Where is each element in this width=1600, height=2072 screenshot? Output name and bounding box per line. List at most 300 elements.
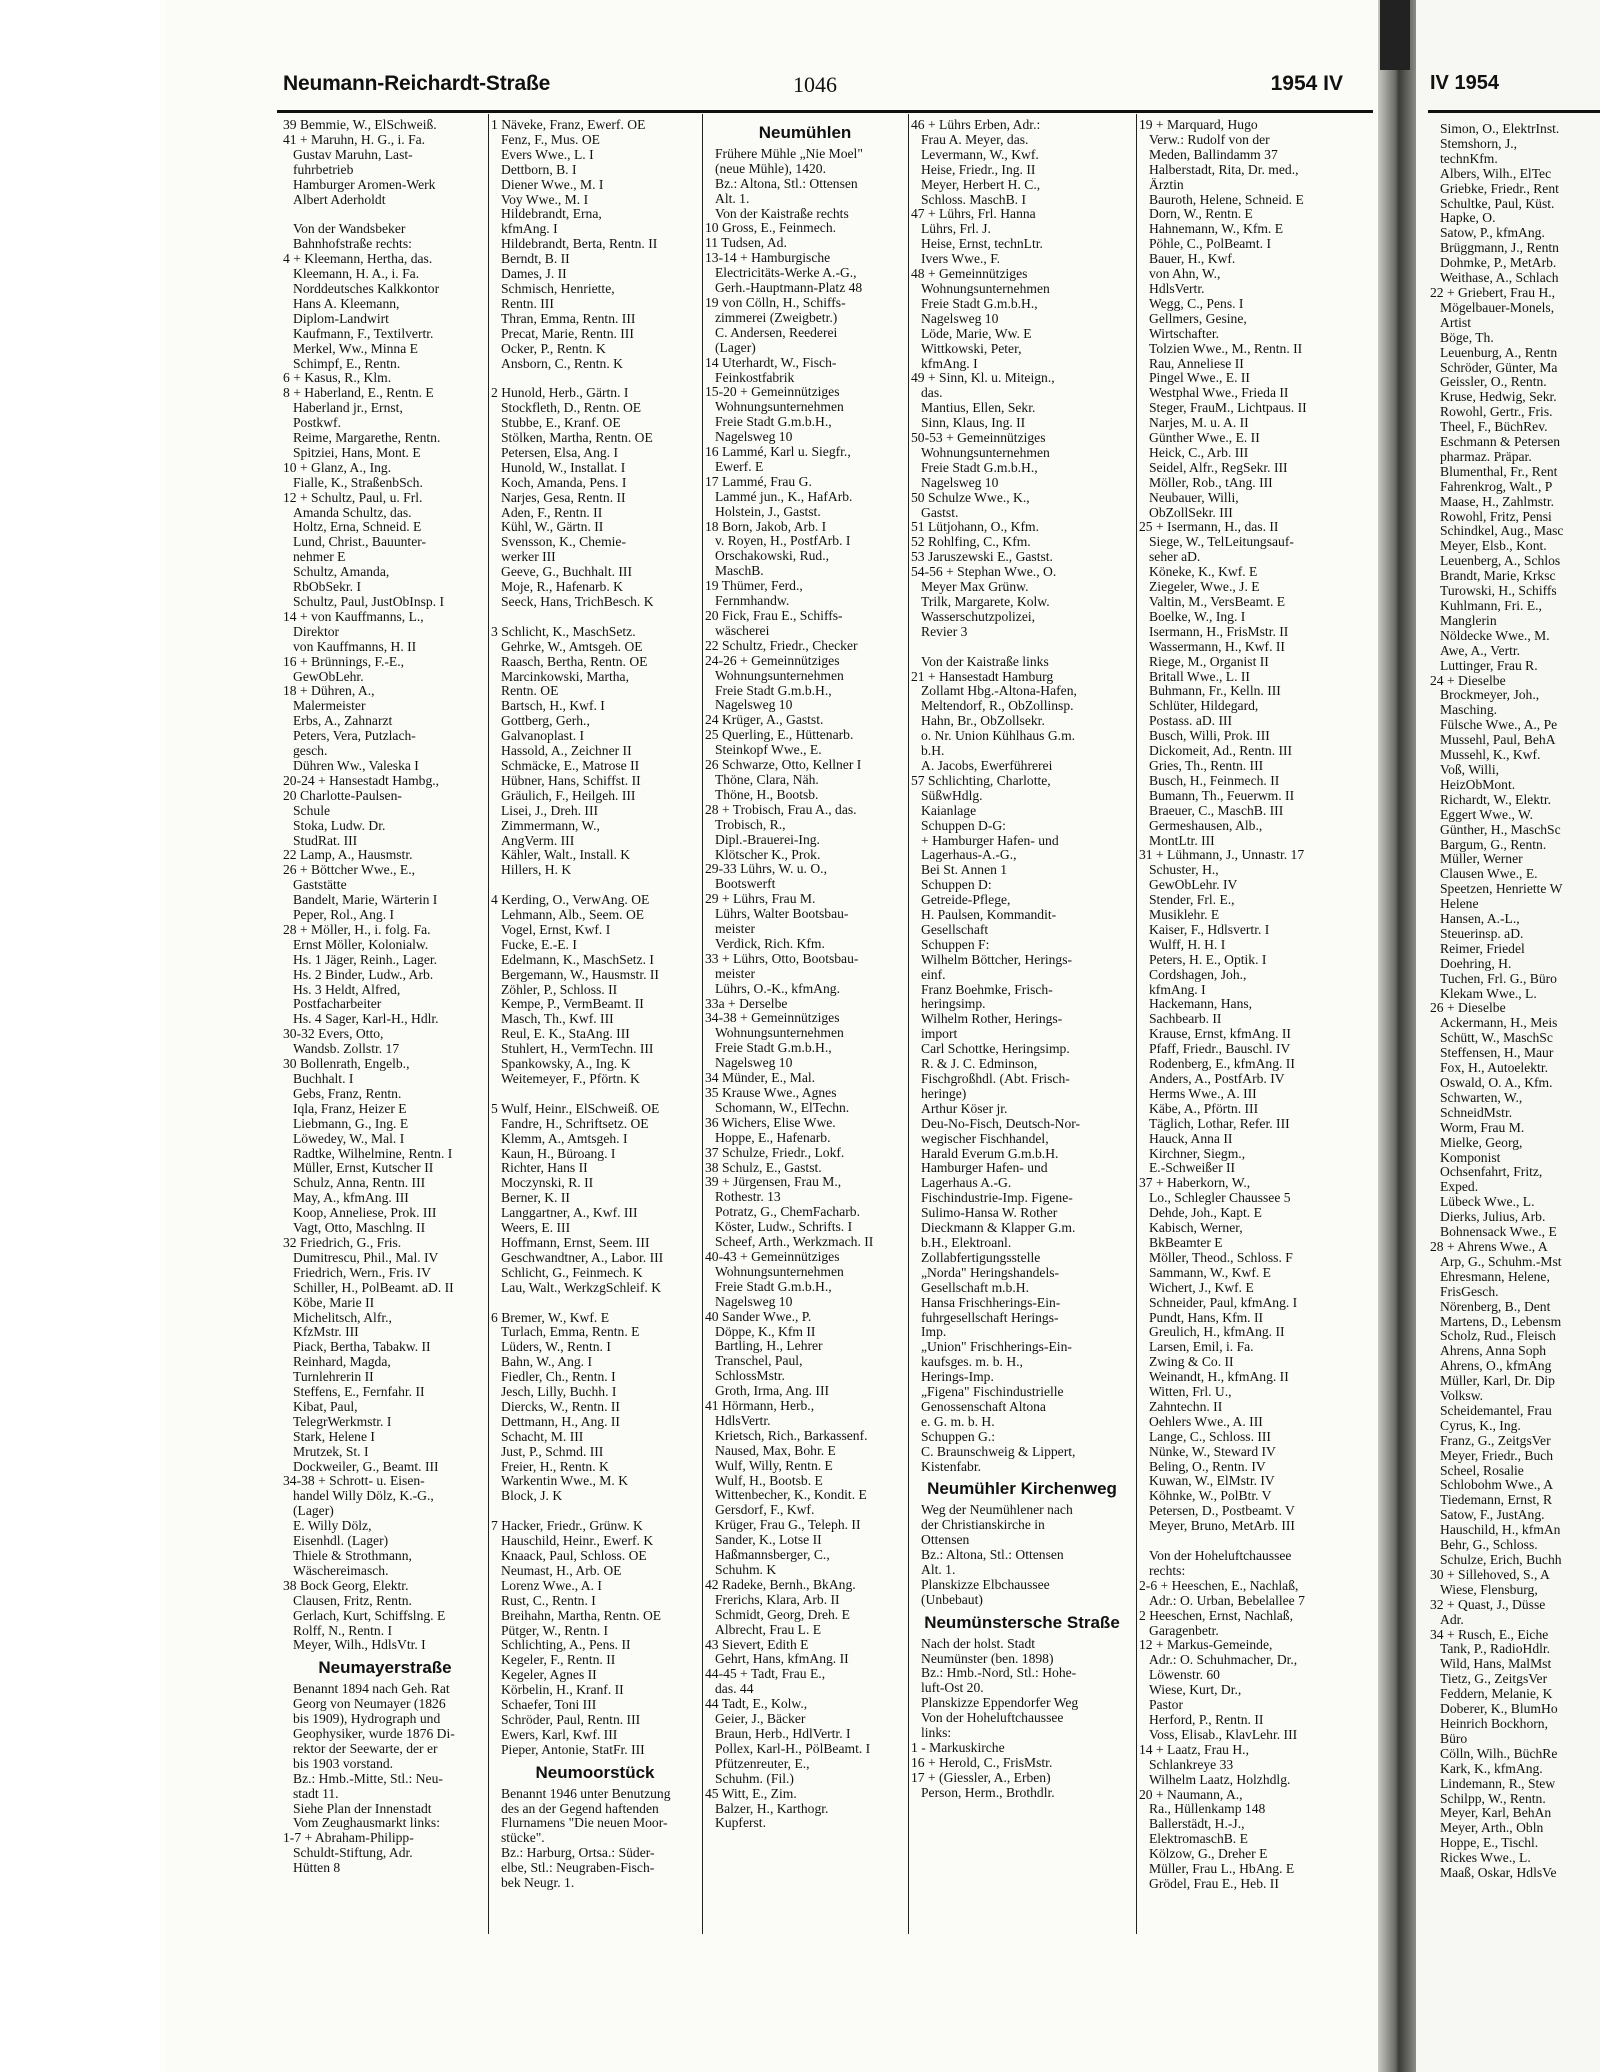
directory-entry: luft-Ost 20. bbox=[921, 1681, 984, 1696]
directory-entry: Reul, E. K., StaAng. III bbox=[501, 1027, 630, 1042]
directory-entry: Dettmann, H., Ang. II bbox=[501, 1414, 620, 1429]
directory-entry: Wichert, J., Kwf. E bbox=[1149, 1280, 1254, 1295]
directory-entry: meister bbox=[715, 966, 756, 981]
directory-entry: 34 Münder, E., Mal. bbox=[705, 1071, 816, 1086]
directory-entry: Brüggmann, J., Rentn bbox=[1440, 241, 1559, 256]
directory-entry: Simon, O., ElektrInst. bbox=[1440, 122, 1560, 136]
directory-entry: Weitemeyer, F., Pförtn. K bbox=[501, 1072, 640, 1086]
directory-entry: Lisei, J., Dreh. III bbox=[501, 803, 599, 818]
directory-entry: Peters, H. E., Optik. I bbox=[1149, 952, 1267, 967]
directory-entry: Valtin, M., VersBeamt. E bbox=[1149, 595, 1286, 609]
directory-entry: Schwarten, W., bbox=[1440, 1090, 1523, 1105]
directory-entry: Tolzien Wwe., M., Rentn. II bbox=[1149, 341, 1303, 356]
directory-entry: Wasserschutzpolizei, bbox=[921, 609, 1036, 624]
directory-entry: Carl Schottke, Heringsimp. bbox=[921, 1042, 1070, 1057]
directory-entry: Getreide-Pflege, bbox=[921, 893, 1011, 908]
directory-entry: Radtke, Wilhelmine, Rentn. I bbox=[293, 1146, 453, 1161]
directory-entry: Benannt 1946 unter Benutzung bbox=[501, 1786, 671, 1801]
directory-entry: Meltendorf, R., ObZollinsp. bbox=[921, 699, 1074, 714]
directory-entry: BkBeamter E bbox=[1149, 1235, 1223, 1250]
directory-entry: Electricitäts-Werke A.-G., bbox=[715, 266, 857, 281]
directory-entry: 34-38 + Gemeinnütziges bbox=[705, 1011, 840, 1026]
directory-entry: Neumast, H., Arb. OE bbox=[501, 1563, 622, 1578]
directory-entry: Nünke, W., Steward IV bbox=[1149, 1444, 1276, 1459]
directory-entry: Georg von Neumayer (1826 bbox=[293, 1697, 446, 1712]
directory-entry: Ewers, Karl, Kwf. III bbox=[501, 1727, 618, 1742]
directory-entry: Stemshorn, J., bbox=[1440, 136, 1518, 151]
directory-entry: Naused, Max, Bohr. E bbox=[715, 1443, 836, 1458]
directory-entry: Hackemann, Hans, bbox=[1149, 997, 1253, 1012]
directory-entry: 22 Lamp, A., Hausmstr. bbox=[283, 848, 413, 863]
directory-entry: Langgartner, A., Kwf. III bbox=[501, 1206, 638, 1221]
directory-entry: 28 + Trobisch, Frau A., das. bbox=[705, 802, 857, 817]
directory-entry: Kaianlage bbox=[921, 803, 977, 818]
directory-entry: Peper, Rol., Ang. I bbox=[293, 908, 395, 923]
column-3 bbox=[705, 118, 905, 1831]
directory-entry: Ra., Hüllenkamp 148 bbox=[1149, 1802, 1266, 1817]
directory-entry: Bz.: Altona, Stl.: Ottensen bbox=[921, 1548, 1064, 1563]
directory-entry: Halberstadt, Rita, Dr. med., bbox=[1149, 162, 1299, 177]
directory-entry: Fülsche Wwe., A., Pe bbox=[1440, 718, 1558, 733]
directory-entry: Feinkostfabrik bbox=[715, 370, 795, 385]
directory-entry: der Christianskirche in bbox=[921, 1518, 1045, 1533]
directory-entry: Dickomeit, Ad., Rentn. III bbox=[1149, 744, 1293, 759]
directory-entry: Haßmannsberger, C., bbox=[715, 1548, 830, 1563]
directory-entry: Ochsenfahrt, Fritz, bbox=[1440, 1165, 1543, 1180]
directory-entry: May, A., kfmAng. III bbox=[293, 1191, 409, 1206]
directory-entry: Thöne, Clara, Näh. bbox=[715, 772, 819, 787]
directory-entry: Imp. bbox=[921, 1325, 947, 1340]
directory-entry: Fischgroßhdl. (Abt. Frisch- bbox=[921, 1072, 1070, 1086]
directory-entry: Schomann, W., ElTechn. bbox=[715, 1100, 850, 1115]
directory-entry: Witten, Frl. U., bbox=[1149, 1385, 1232, 1400]
directory-entry: Ziegeler, Wwe., J. E bbox=[1149, 580, 1260, 595]
directory-entry: Steger, FrauM., Lichtpaus. II bbox=[1149, 401, 1307, 416]
directory-entry: Koop, Anneliese, Prok. III bbox=[293, 1206, 437, 1221]
directory-entry: Martens, D., Lebensm bbox=[1440, 1314, 1562, 1329]
directory-entry: Edelmann, K., MaschSetz. I bbox=[501, 952, 654, 967]
directory-entry: Nach der holst. Stadt bbox=[921, 1636, 1036, 1651]
directory-entry: Just, P., Schmd. III bbox=[501, 1444, 604, 1459]
directory-entry: Pfaff, Friedr., Bauschl. IV bbox=[1149, 1042, 1291, 1057]
directory-entry: E. Willy Dölz, bbox=[293, 1519, 372, 1534]
directory-entry: Sammann, W., Kwf. E bbox=[1149, 1265, 1271, 1280]
directory-entry: Deu-No-Fisch, Deutsch-Nor- bbox=[921, 1116, 1081, 1131]
directory-entry: Trilk, Margarete, Kolw. bbox=[921, 595, 1050, 609]
directory-entry: Frühere Mühle „Nie Moel" bbox=[715, 146, 863, 161]
directory-entry: Hildebrandt, Berta, Rentn. II bbox=[501, 237, 658, 252]
directory-entry: GewObLehr. IV bbox=[1149, 878, 1238, 893]
directory-entry: Norddeutsches Kalkkontor bbox=[293, 281, 440, 296]
directory-entry: Täglich, Lothar, Refer. III bbox=[1149, 1116, 1290, 1131]
directory-entry: Wiese, Flensburg, bbox=[1440, 1582, 1538, 1597]
directory-entry: Bootswerft bbox=[715, 877, 776, 892]
directory-entry: Meyer, Herbert H. C., bbox=[921, 177, 1041, 192]
directory-entry: Buhmann, Fr., Kelln. III bbox=[1149, 684, 1281, 699]
directory-entry: heringe) bbox=[921, 1086, 967, 1101]
directory-entry: Schuhm. (Fil.) bbox=[715, 1771, 794, 1786]
directory-entry: 28 + Ahrens Wwe., A bbox=[1430, 1239, 1548, 1254]
book-gutter bbox=[1378, 0, 1416, 2072]
directory-entry: Mussehl, Paul, BehA bbox=[1440, 733, 1556, 748]
directory-entry: 51 Lütjohann, O., Kfm. bbox=[911, 520, 1039, 535]
directory-entry: Germeshausen, Alb., bbox=[1149, 818, 1263, 833]
directory-entry: Malermeister bbox=[293, 699, 366, 714]
directory-entry: Gehrt, Hans, kfmAng. II bbox=[715, 1652, 849, 1667]
directory-entry: stücke". bbox=[501, 1831, 545, 1846]
directory-entry: Pollex, Karl-H., PölBeamt. I bbox=[715, 1741, 871, 1756]
directory-entry: Hahn, Br., ObZollsekr. bbox=[921, 714, 1045, 729]
directory-entry: Masching. bbox=[1440, 703, 1498, 718]
directory-entry: 49 + Sinn, Kl. u. Miteign., bbox=[911, 371, 1055, 386]
column-divider bbox=[488, 114, 489, 1934]
directory-entry: Brandt, Marie, Krksc bbox=[1440, 569, 1556, 584]
directory-entry: Revier 3 bbox=[921, 624, 968, 639]
directory-entry: Voss, Elisab., KlavLehr. III bbox=[1149, 1727, 1298, 1742]
directory-entry: Cordshagen, Joh., bbox=[1149, 967, 1247, 982]
directory-entry: Seeck, Hans, TrichBesch. K bbox=[501, 595, 654, 609]
directory-entry: 26 + Böttcher Wwe., E., bbox=[283, 863, 415, 878]
directory-entry: Berner, K. II bbox=[501, 1191, 570, 1206]
directory-entry: C. Braunschweig & Lippert, bbox=[921, 1444, 1076, 1459]
directory-entry: von Kauffmanns, H. II bbox=[293, 639, 417, 654]
column-1 bbox=[283, 118, 487, 1876]
street-section-heading: Neumünstersche Straße bbox=[924, 1612, 1120, 1632]
directory-entry: Manglerin bbox=[1440, 613, 1497, 628]
directory-entry: Breihahn, Martha, Rentn. OE bbox=[501, 1608, 662, 1623]
directory-entry: Albrecht, Frau L. E bbox=[715, 1622, 822, 1637]
directory-entry: Fahrenkrog, Walt., P bbox=[1440, 479, 1553, 494]
directory-entry: bis 1903 vorstand. bbox=[293, 1756, 394, 1771]
directory-entry: Liebmann, G., Ing. E bbox=[293, 1116, 409, 1131]
directory-entry: HdlsVertr. bbox=[1149, 281, 1205, 296]
directory-entry: Steffensen, H., Maur bbox=[1440, 1046, 1554, 1061]
directory-entry: Schindkel, Aug., Masc bbox=[1440, 524, 1564, 539]
directory-entry: E.-Schweißer II bbox=[1149, 1161, 1236, 1176]
directory-entry: Worm, Frau M. bbox=[1440, 1120, 1525, 1135]
directory-entry: Tank, P., RadioHdlr. bbox=[1440, 1642, 1551, 1657]
directory-entry: Stoka, Ludw. Dr. bbox=[293, 818, 386, 833]
directory-entry: Precat, Marie, Rentn. III bbox=[501, 326, 634, 341]
directory-entry: Hoppe, E., Tischl. bbox=[1440, 1836, 1539, 1851]
directory-entry: bek Neugr. 1. bbox=[501, 1876, 575, 1891]
directory-entry: Kölzow, G., Dreher E bbox=[1149, 1847, 1268, 1862]
directory-entry: Lagerhaus-A.-G., bbox=[921, 848, 1017, 863]
directory-entry: Turnlehrerin II bbox=[293, 1370, 374, 1385]
directory-entry: Nöldecke Wwe., M. bbox=[1440, 628, 1550, 643]
directory-entry: Meyer, Bruno, MetArb. III bbox=[1149, 1519, 1295, 1534]
directory-entry: Gellmers, Gesine, bbox=[1149, 311, 1247, 326]
directory-entry: Mielke, Georg, bbox=[1440, 1135, 1523, 1150]
directory-entry: 35 Krause Wwe., Agnes bbox=[705, 1086, 837, 1100]
directory-entry: „Figena" Fischindustrielle bbox=[921, 1385, 1064, 1400]
column-divider bbox=[702, 114, 703, 1934]
directory-entry: Rothestr. 13 bbox=[715, 1190, 781, 1205]
directory-entry: 41 + Maruhn, H. G., i. Fa. bbox=[283, 132, 426, 147]
directory-entry: Masch, Th., Kwf. III bbox=[501, 1012, 614, 1027]
directory-entry: Braun, Herb., HdlVertr. I bbox=[715, 1726, 851, 1741]
directory-entry: Flurnamens "Die neuen Moor- bbox=[501, 1816, 668, 1831]
directory-entry: Greulich, H., kfmAng. II bbox=[1149, 1325, 1285, 1340]
directory-entry: Narjes, Gesa, Rentn. II bbox=[501, 490, 626, 505]
directory-entry: Nagelsweg 10 bbox=[715, 1294, 793, 1309]
directory-entry: Kibat, Paul, bbox=[293, 1399, 358, 1414]
directory-entry: Kegeler, F., Rentn. II bbox=[501, 1653, 616, 1668]
directory-entry: Tuchen, Frl. G., Büro bbox=[1440, 971, 1557, 986]
directory-entry: Bartsch, H., Kwf. I bbox=[501, 699, 605, 714]
directory-entry: Rodenberg, E., kfmAng. II bbox=[1149, 1057, 1295, 1072]
directory-entry: Freie Stadt G.m.b.H., bbox=[921, 460, 1038, 475]
directory-entry: Schiller, H., PolBeamt. aD. II bbox=[293, 1280, 454, 1295]
directory-entry: Wohnungsunternehmen bbox=[715, 1026, 844, 1041]
directory-entry: Käbe, A., Pförtn. III bbox=[1149, 1101, 1259, 1116]
directory-entry: Ahrens, Anna Soph bbox=[1440, 1344, 1547, 1359]
directory-entry: 32 + Quast, J., Düsse bbox=[1430, 1597, 1546, 1612]
directory-entry: Aden, F., Rentn. II bbox=[501, 505, 603, 520]
directory-entry: Nörenberg, B., Dent bbox=[1440, 1299, 1551, 1314]
directory-entry: Lührs, Walter Bootsbau- bbox=[715, 907, 849, 922]
directory-entry: 1 - Markuskirche bbox=[911, 1740, 1005, 1755]
directory-entry: MontLtr. III bbox=[1149, 833, 1215, 848]
street-section-heading: Neumoorstück bbox=[535, 1762, 655, 1782]
directory-entry: Schneider, Paul, kfmAng. I bbox=[1149, 1295, 1298, 1310]
directory-entry: Hauschild, Heinr., Ewerf. K bbox=[501, 1534, 654, 1549]
directory-entry: 1 Näveke, Franz, Ewerf. OE bbox=[491, 118, 646, 132]
directory-entry: Komponist bbox=[1440, 1150, 1501, 1165]
directory-entry: Wittenbecher, K., Kondit. E bbox=[715, 1488, 867, 1503]
year-section: 1954 IV bbox=[1270, 72, 1343, 95]
directory-entry: Rentn. OE bbox=[501, 684, 559, 699]
directory-entry: zimmerei (Zweigbetr.) bbox=[715, 310, 838, 325]
directory-entry: Kruse, Hedwig, Sekr. bbox=[1440, 390, 1557, 405]
directory-entry: Speetzen, Henriette W bbox=[1440, 882, 1563, 897]
directory-entry: Lammé jun., K., HafArb. bbox=[715, 489, 853, 504]
directory-entry: Merkel, Ww., Minna E bbox=[293, 341, 418, 356]
directory-entry: Klemm, A., Amtsgeh. I bbox=[501, 1131, 628, 1146]
directory-entry: Pingel Wwe., E. II bbox=[1149, 371, 1250, 386]
directory-entry: Dipl.-Brauerei-Ing. bbox=[715, 832, 820, 847]
directory-entry: 29 + Lührs, Frau M. bbox=[705, 892, 816, 907]
directory-entry: Hansa Frischherings-Ein- bbox=[921, 1295, 1061, 1310]
directory-entry: Freier, H., Rentn. K bbox=[501, 1459, 609, 1474]
directory-entry: Stark, Helene I bbox=[293, 1429, 375, 1444]
directory-entry: 50-53 + Gemeinnütziges bbox=[911, 431, 1046, 446]
street-range-title: Neumann-Reichardt-Straße bbox=[283, 72, 551, 95]
directory-entry: Theel, F., BüchRev. bbox=[1440, 420, 1548, 435]
directory-entry: Gebs, Franz, Rentn. bbox=[293, 1086, 402, 1101]
directory-entry: Hassold, A., Zeichner II bbox=[501, 744, 632, 759]
directory-entry: Bz.: Altona, Stl.: Ottensen bbox=[715, 176, 858, 191]
directory-entry: Meden, Ballindamm 37 bbox=[1149, 147, 1278, 162]
directory-entry: Friedrich, Wern., Fris. IV bbox=[293, 1265, 431, 1280]
directory-entry: Gesellschaft bbox=[921, 922, 989, 937]
directory-entry: Bauer, H., Kwf. bbox=[1149, 252, 1236, 267]
directory-entry: Artist bbox=[1440, 315, 1471, 330]
directory-entry: Schultz, Paul, JustObInsp. I bbox=[293, 595, 445, 609]
directory-entry: 29-33 Lührs, W. u. O., bbox=[705, 862, 827, 877]
directory-entry: Volksw. bbox=[1440, 1389, 1484, 1404]
directory-entry: 42 Radeke, Bernh., BkAng. bbox=[705, 1577, 856, 1592]
directory-entry: Doehring, H. bbox=[1440, 956, 1512, 971]
directory-entry: Bartling, H., Lehrer bbox=[715, 1339, 823, 1354]
directory-entry: meister bbox=[715, 922, 756, 937]
directory-entry: o. Nr. Union Kühlhaus G.m. bbox=[921, 729, 1076, 744]
directory-entry: Iqla, Franz, Heizer E bbox=[293, 1101, 407, 1116]
directory-entry: Zimmermann, W., bbox=[501, 818, 600, 833]
directory-entry: Heick, C., Arb. III bbox=[1149, 445, 1249, 460]
directory-entry: Verdick, Rich. Kfm. bbox=[715, 936, 825, 951]
directory-entry: Maase, H., Zahlmstr. bbox=[1440, 494, 1555, 509]
directory-entry: 40-43 + Gemeinnütziges bbox=[705, 1249, 840, 1264]
directory-entry: Von der Wandsbeker bbox=[293, 222, 406, 237]
directory-entry: 2 Hunold, Herb., Gärtn. I bbox=[491, 386, 629, 401]
directory-entry: Schröder, Günter, Ma bbox=[1440, 360, 1558, 375]
directory-entry: Rickes Wwe., L. bbox=[1440, 1851, 1531, 1866]
directory-entry: Lehmann, Alb., Seem. OE bbox=[501, 908, 645, 923]
directory-entry: Weg der Neumühlener nach bbox=[921, 1503, 1073, 1518]
directory-entry: Ackermann, H., Meis bbox=[1440, 1016, 1558, 1031]
directory-entry: Müller, Karl, Dr. Dip bbox=[1440, 1374, 1555, 1389]
directory-entry: Westphal Wwe., Frieda II bbox=[1149, 386, 1289, 401]
directory-entry: Wittkowski, Peter, bbox=[921, 341, 1022, 356]
page-header bbox=[165, 68, 1377, 104]
directory-entry: Möller, Rob., tAng. III bbox=[1149, 475, 1273, 490]
directory-entry: 32 Friedrich, G., Fris. bbox=[283, 1235, 402, 1250]
directory-entry: 25 Querling, E., Hüttenarb. bbox=[705, 728, 854, 743]
directory-entry: Warkentin Wwe., M. K bbox=[501, 1474, 629, 1489]
directory-entry: Beling, O., Rentn. IV bbox=[1149, 1459, 1266, 1474]
directory-entry: Gersdorf, F., Kwf. bbox=[715, 1503, 815, 1518]
directory-entry: 14 + von Kauffmanns, L., bbox=[283, 609, 424, 624]
directory-entry: Wohnungsunternehmen bbox=[715, 1264, 844, 1279]
directory-entry: Dühren Ww., Valeska I bbox=[293, 758, 419, 773]
directory-entry: 18 Born, Jakob, Arb. I bbox=[705, 519, 827, 534]
directory-entry: rechts: bbox=[1149, 1563, 1186, 1578]
directory-entry: Turowski, H., Schiffs bbox=[1440, 584, 1557, 599]
directory-entry: H. Paulsen, Kommandit- bbox=[921, 908, 1057, 923]
directory-entry: Lindemann, R., Stew bbox=[1440, 1776, 1556, 1791]
directory-entry: GewObLehr. bbox=[293, 669, 364, 684]
directory-entry bbox=[491, 1087, 699, 1102]
directory-entry: 7 Hacker, Friedr., Grünw. K bbox=[491, 1519, 643, 1534]
directory-entry: 1-7 + Abraham-Philipp- bbox=[283, 1831, 414, 1846]
directory-entry: 53 Jaruszewski E., Gastst. bbox=[911, 550, 1053, 565]
directory-entry: Helene bbox=[1440, 897, 1479, 912]
directory-entry: Stender, Frl. E., bbox=[1149, 893, 1235, 908]
directory-entry: Bandelt, Marie, Wärterin I bbox=[293, 893, 438, 908]
directory-entry: + Hamburger Hafen- und bbox=[921, 833, 1059, 848]
directory-entry: pharmaz. Präpar. bbox=[1440, 449, 1532, 464]
directory-entry: Klekam Wwe., L. bbox=[1440, 986, 1537, 1001]
directory-entry: TelegrWerkmstr. I bbox=[293, 1414, 392, 1429]
directory-entry: 6 Bremer, W., Kwf. E bbox=[491, 1310, 610, 1325]
directory-entry: 2-6 + Heeschen, E., Nachlaß, bbox=[1139, 1578, 1299, 1593]
directory-entry: Adr. bbox=[1440, 1612, 1464, 1627]
directory-entry: Person, Herm., Brothdlr. bbox=[921, 1785, 1055, 1800]
directory-entry: Ballerstädt, H.-J., bbox=[1149, 1817, 1245, 1832]
directory-entry: 33 + Lührs, Otto, Bootsbau- bbox=[705, 951, 859, 966]
directory-entry: Kegeler, Agnes II bbox=[501, 1668, 597, 1683]
directory-entry: Lund, Christ., Bauunter- bbox=[293, 535, 427, 550]
directory-entry: Rust, C., Rentn. I bbox=[501, 1593, 596, 1608]
directory-entry: import bbox=[921, 1027, 958, 1042]
directory-entry: Amanda Schultz, das. bbox=[293, 505, 412, 520]
directory-entry: SchlossMstr. bbox=[715, 1369, 785, 1384]
directory-entry: Hildebrandt, Erna, bbox=[501, 207, 602, 222]
directory-entry: Rau, Anneliese II bbox=[1149, 356, 1244, 371]
directory-entry: Meyer Max Grünw. bbox=[921, 580, 1029, 595]
directory-entry: Neubauer, Willi, bbox=[1149, 490, 1239, 505]
directory-entry: Schule bbox=[293, 803, 330, 818]
directory-entry: Hillers, H. K bbox=[501, 863, 572, 878]
directory-entry: Rowohl, Gertr., Fris. bbox=[1440, 405, 1553, 420]
directory-entry: e. G. m. b. H. bbox=[921, 1414, 995, 1429]
directory-entry: nehmer E bbox=[293, 550, 346, 565]
directory-entry: Postfacharbeiter bbox=[293, 997, 382, 1012]
directory-entry: Löwenstr. 60 bbox=[1149, 1668, 1220, 1683]
directory-entry: Tiedemann, Ernst, R bbox=[1440, 1493, 1553, 1508]
directory-entry: 28 + Möller, H., i. folg. Fa. bbox=[283, 922, 431, 937]
directory-entry: Vom Zeughausmarkt links: bbox=[293, 1816, 441, 1831]
directory-entry: Zollamt Hbg.-Altona-Hafen, bbox=[921, 684, 1077, 699]
directory-entry: Von der Kaistraße rechts bbox=[715, 206, 849, 221]
directory-entry: Bergemann, W., Hausmstr. II bbox=[501, 967, 659, 982]
directory-entry: Schröder, Paul, Rentn. III bbox=[501, 1712, 641, 1727]
directory-entry: Levermann, W., Kwf. bbox=[921, 147, 1039, 162]
directory-entry: das. 44 bbox=[715, 1682, 754, 1697]
directory-entry: Schlichting, A., Pens. II bbox=[501, 1638, 631, 1653]
directory-entry: Spitziei, Hans, Mont. E bbox=[293, 445, 421, 460]
directory-entry: Eschmann & Petersen bbox=[1440, 435, 1561, 450]
directory-entry: ObZollSekr. III bbox=[1149, 505, 1233, 520]
directory-entry: Hübner, Hans, Schiffst. II bbox=[501, 773, 641, 788]
directory-entry: Knaack, Paul, Schloss. OE bbox=[501, 1549, 647, 1563]
directory-entry: FrisGesch. bbox=[1440, 1284, 1499, 1299]
directory-entry: Garagenbetr. bbox=[1149, 1623, 1219, 1638]
directory-entry: Hoffmann, Ernst, Seem. III bbox=[501, 1235, 650, 1250]
directory-entry: Schaefer, Toni III bbox=[501, 1698, 597, 1713]
directory-entry: Bahnhofstraße rechts: bbox=[293, 237, 412, 252]
directory-entry: 36 Wichers, Elise Wwe. bbox=[705, 1115, 836, 1130]
directory-entry: Luttinger, Frau R. bbox=[1440, 658, 1538, 673]
directory-entry: Fucke, E.-E. I bbox=[501, 937, 577, 952]
directory-entry: Ehresmann, Helene, bbox=[1440, 1269, 1550, 1284]
directory-entry: wäscherei bbox=[715, 623, 770, 638]
directory-entry: Zahntechn. II bbox=[1149, 1399, 1223, 1414]
directory-entry: Frau A. Meyer, das. bbox=[921, 132, 1029, 147]
directory-entry: Krietsch, Rich., Barkassenf. bbox=[715, 1428, 868, 1443]
directory-entry: Planskizze Eppendorfer Weg bbox=[921, 1696, 1079, 1711]
directory-entry: HdlsVertr. bbox=[715, 1413, 771, 1428]
directory-entry: kaufsges. m. b. H., bbox=[921, 1355, 1023, 1370]
directory-entry: Wohnungsunternehmen bbox=[921, 445, 1050, 460]
directory-entry: Kupferst. bbox=[715, 1816, 766, 1831]
directory-entry: Direktor bbox=[293, 624, 340, 639]
directory-entry: Pöhle, C., PolBeamt. I bbox=[1149, 237, 1271, 252]
column-divider bbox=[1136, 114, 1137, 1934]
directory-entry: Vagt, Otto, Maschlng. II bbox=[293, 1221, 426, 1236]
directory-entry: 50 Schulze Wwe., K., bbox=[911, 490, 1030, 505]
directory-entry: Meyer, Elsb., Kont. bbox=[1440, 539, 1547, 554]
directory-entry: links: bbox=[921, 1726, 952, 1741]
directory-entry: Ansborn, C., Rentn. K bbox=[501, 356, 623, 371]
directory-entry: Peters, Vera, Putzlach- bbox=[293, 729, 416, 744]
directory-entry: Gesellschaft m.b.H. bbox=[921, 1280, 1029, 1295]
directory-entry: Ernst Möller, Kolonialw. bbox=[293, 937, 429, 952]
directory-entry: elbe, Stl.: Neugraben-Fisch- bbox=[501, 1861, 655, 1876]
directory-entry: Wassermann, H., Kwf. II bbox=[1149, 639, 1285, 654]
directory-entry: Siege, W., TelLeitungsauf- bbox=[1149, 535, 1294, 550]
